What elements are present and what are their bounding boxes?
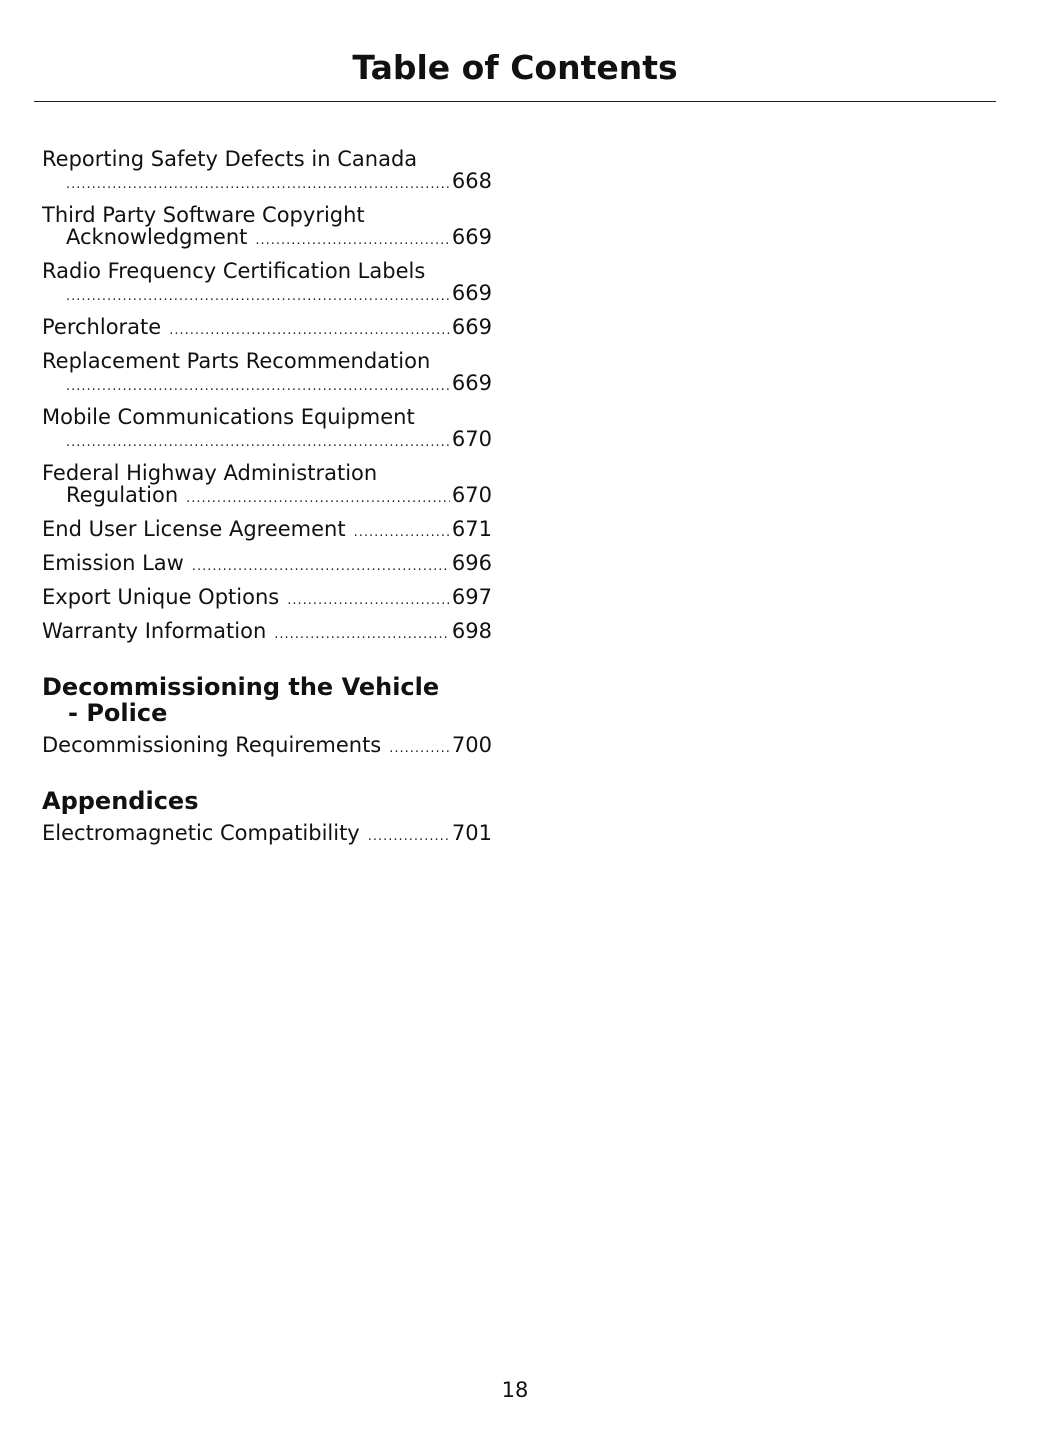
- toc-entry-title: Reporting Safety Defects in Canada: [42, 147, 418, 171]
- toc-entry-page: 697: [451, 585, 492, 609]
- toc-entry[interactable]: [42, 552, 492, 578]
- toc-entry-page: 670: [451, 483, 492, 507]
- toc-entry-title: Decommissioning Requirements: [42, 733, 382, 757]
- toc-entry-title: Export Unique Options: [42, 585, 280, 609]
- page-number: 18: [501, 1378, 529, 1402]
- dot-leader: [287, 590, 450, 612]
- dot-leader: [192, 556, 450, 578]
- dot-leader: [66, 174, 450, 196]
- toc-entry-page: 696: [451, 551, 492, 575]
- toc-entry-page: 671: [451, 517, 492, 541]
- toc-entry-page: 669: [451, 315, 492, 339]
- toc-entry[interactable]: [42, 316, 492, 342]
- toc-entry-title: Electromagnetic Compatibility: [42, 821, 360, 845]
- section-heading-line: Decommissioning the Vehicle: [42, 673, 440, 701]
- table-of-contents: [42, 148, 492, 856]
- toc-entry-page: 669: [451, 225, 492, 249]
- toc-entry[interactable]: [42, 406, 492, 454]
- toc-entry-title: Radio Frequency Certification Labels: [42, 259, 426, 283]
- dot-leader: [66, 376, 450, 398]
- dot-leader: [66, 286, 450, 308]
- toc-entry[interactable]: [42, 148, 492, 196]
- title-divider: [34, 101, 996, 102]
- dot-leader: [186, 488, 450, 510]
- toc-entry-title: Federal Highway Administration: [42, 461, 378, 485]
- dot-leader: [66, 432, 450, 454]
- dot-leader: [354, 522, 450, 544]
- toc-entry-title: Third Party Software Copyright: [42, 203, 365, 227]
- dot-leader: [389, 738, 450, 760]
- toc-entry[interactable]: [42, 462, 492, 510]
- toc-entry[interactable]: [42, 350, 492, 398]
- toc-entry-title-continued: Acknowledgment: [66, 225, 248, 249]
- toc-entry-title: End User License Agreement: [42, 517, 346, 541]
- dot-leader: [274, 624, 450, 646]
- toc-entry-title: Perchlorate: [42, 315, 162, 339]
- toc-entry[interactable]: [42, 620, 492, 646]
- toc-entry[interactable]: [42, 204, 492, 252]
- toc-entry-title-continued: Regulation: [66, 483, 179, 507]
- section-heading-appendices: Appendices: [42, 787, 199, 815]
- toc-entry[interactable]: [42, 586, 492, 612]
- dot-leader: [368, 826, 450, 848]
- section-heading-decommissioning: [42, 674, 492, 726]
- toc-entry[interactable]: [42, 822, 492, 848]
- toc-entry[interactable]: [42, 734, 492, 760]
- section-heading-line: - Police: [68, 699, 168, 727]
- toc-entry-title: Mobile Communications Equipment: [42, 405, 415, 429]
- toc-entry-page: 669: [451, 371, 492, 395]
- toc-entry-page: 700: [451, 733, 492, 757]
- toc-entry-page: 701: [451, 821, 492, 845]
- dot-leader: [255, 230, 450, 252]
- toc-entry[interactable]: [42, 260, 492, 308]
- toc-entry-title: Emission Law: [42, 551, 184, 575]
- toc-entry-page: 668: [451, 169, 492, 193]
- toc-entry-page: 698: [451, 619, 492, 643]
- toc-entry-title: Warranty Information: [42, 619, 267, 643]
- toc-entry-page: 669: [451, 281, 492, 305]
- toc-entry-title: Replacement Parts Recommendation: [42, 349, 431, 373]
- toc-entry[interactable]: [42, 518, 492, 544]
- dot-leader: [169, 320, 450, 342]
- toc-entry-page: 670: [451, 427, 492, 451]
- page-title: Table of Contents: [352, 48, 678, 87]
